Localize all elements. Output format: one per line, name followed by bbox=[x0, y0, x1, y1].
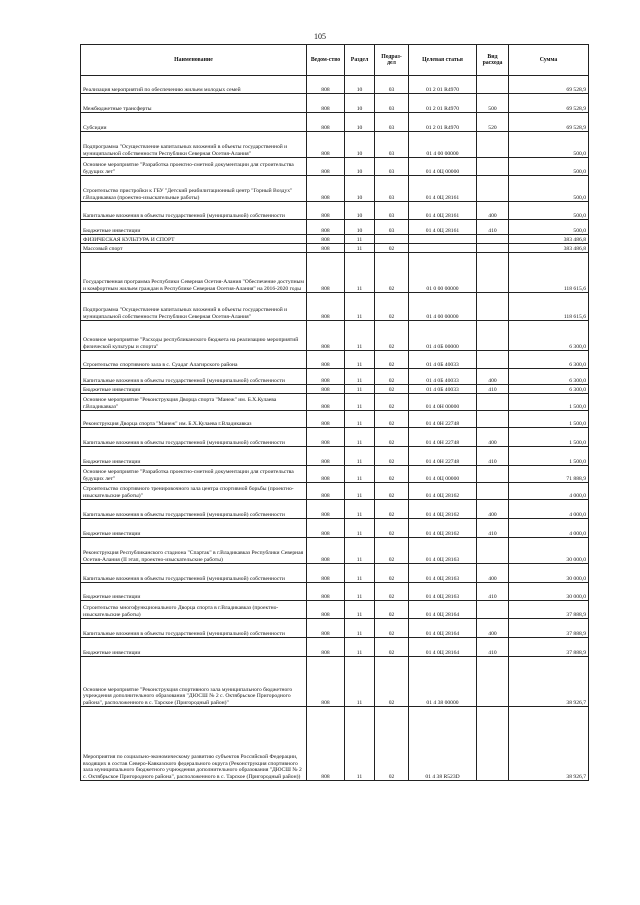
row-summa: 118 615,6 bbox=[509, 253, 589, 293]
row-name: Бюджетные инвестиции bbox=[81, 220, 307, 235]
row-name: Реконструкция Дворца спорта "Манеж" им. Б.Х.Кулаева г.Владикавказ bbox=[81, 411, 307, 428]
table-row bbox=[81, 483, 589, 500]
row-podrazdel: 02 bbox=[375, 385, 409, 394]
row-name: Строительство спортивного зала в с. Суадаг Алагирского района bbox=[81, 351, 307, 369]
row-summa: 500,0 bbox=[509, 176, 589, 202]
row-razdel: 11 bbox=[345, 447, 375, 466]
row-summa: 383 486,8 bbox=[509, 235, 589, 244]
row-podrazdel: 03 bbox=[375, 176, 409, 202]
row-summa: 30 000,0 bbox=[509, 564, 589, 583]
row-name: Основное мероприятие "Реконструкция Дворца спорта "Манеж" им. Б.Х.Кулаева г.Владикавказ" bbox=[81, 394, 307, 411]
row-summa: 30 000,0 bbox=[509, 583, 589, 601]
header-summa: Сумма bbox=[509, 45, 589, 76]
row-name: Основное мероприятие "Реконструкция спортивного зала муниципального бюджетного учреждения дополнительного образования "ДЮСШ № 2 с. Октябрьское Пригородного района", расположенного в с. Тарское (Пригородный район)" bbox=[81, 657, 307, 707]
table-row bbox=[81, 385, 589, 394]
row-summa: 4 000,0 bbox=[509, 483, 589, 500]
row-podrazdel: 02 bbox=[375, 466, 409, 483]
row-name: Субсидии bbox=[81, 113, 307, 132]
table-row bbox=[81, 94, 589, 113]
row-ved: 808 bbox=[307, 293, 345, 321]
page-number: 105 bbox=[314, 32, 326, 41]
row-podrazdel: 02 bbox=[375, 619, 409, 638]
row-vid: 400 bbox=[477, 202, 509, 220]
table-row bbox=[81, 76, 589, 94]
row-name: Государственная программа Республики Северная Осетия-Алания "Обеспечение доступным и комфортным жильем граждан в Республике Северная Осетия-Алания" на 2016-2020 годы bbox=[81, 253, 307, 293]
row-razdel: 11 bbox=[345, 657, 375, 707]
row-vid bbox=[477, 76, 509, 94]
row-ved: 808 bbox=[307, 202, 345, 220]
row-razdel: 11 bbox=[345, 385, 375, 394]
row-cel: 01 4 0Н 22748 bbox=[409, 428, 477, 447]
row-cel: 01 4 0Ц 28163 bbox=[409, 564, 477, 583]
table-row bbox=[81, 369, 589, 385]
row-podrazdel: 02 bbox=[375, 564, 409, 583]
table-row bbox=[81, 564, 589, 583]
row-vid bbox=[477, 466, 509, 483]
row-name: Бюджетные инвестиции bbox=[81, 447, 307, 466]
row-ved: 808 bbox=[307, 176, 345, 202]
row-podrazdel: 03 bbox=[375, 113, 409, 132]
row-vid: 400 bbox=[477, 500, 509, 519]
row-name: Бюджетные инвестиции bbox=[81, 519, 307, 538]
row-summa: 500,0 bbox=[509, 220, 589, 235]
row-razdel: 11 bbox=[345, 369, 375, 385]
row-vid: 500 bbox=[477, 94, 509, 113]
table-row bbox=[81, 428, 589, 447]
row-summa: 500,0 bbox=[509, 158, 589, 176]
row-vid bbox=[477, 411, 509, 428]
table-row bbox=[81, 447, 589, 466]
row-vid bbox=[477, 235, 509, 244]
row-ved: 808 bbox=[307, 619, 345, 638]
row-razdel: 10 bbox=[345, 158, 375, 176]
row-vid bbox=[477, 158, 509, 176]
row-ved: 808 bbox=[307, 385, 345, 394]
row-cel: 01 2 01 R4970 bbox=[409, 76, 477, 94]
row-vid bbox=[477, 244, 509, 253]
table-row bbox=[81, 220, 589, 235]
table-row bbox=[81, 538, 589, 564]
row-razdel: 11 bbox=[345, 411, 375, 428]
row-summa: 1 500,0 bbox=[509, 428, 589, 447]
row-summa: 6 300,0 bbox=[509, 351, 589, 369]
table-row bbox=[81, 466, 589, 483]
row-name: Капитальные вложения в объекты государственной (муниципальной) собственности bbox=[81, 202, 307, 220]
row-name: Капитальные вложения в объекты государственной (муниципальной) собственности bbox=[81, 369, 307, 385]
row-cel: 01 4 0Ц 00000 bbox=[409, 158, 477, 176]
row-name: Бюджетные инвестиции bbox=[81, 638, 307, 657]
row-cel: 01 4 0Ц 28163 bbox=[409, 538, 477, 564]
table-row bbox=[81, 293, 589, 321]
row-razdel: 11 bbox=[345, 638, 375, 657]
row-cel: 01 4 0Б 40033 bbox=[409, 351, 477, 369]
row-ved: 808 bbox=[307, 132, 345, 158]
row-vid bbox=[477, 132, 509, 158]
row-summa: 6 300,0 bbox=[509, 321, 589, 351]
row-razdel: 11 bbox=[345, 244, 375, 253]
row-cel: 01 4 0Ц 28163 bbox=[409, 583, 477, 601]
row-razdel: 10 bbox=[345, 202, 375, 220]
table-row bbox=[81, 638, 589, 657]
row-razdel: 11 bbox=[345, 253, 375, 293]
row-vid bbox=[477, 538, 509, 564]
row-vid: 400 bbox=[477, 564, 509, 583]
header-vid: Вид расхода bbox=[477, 45, 509, 76]
table-header-row bbox=[81, 45, 589, 76]
row-cel: 01 4 00 00000 bbox=[409, 293, 477, 321]
header-razdel: Раздел bbox=[345, 45, 375, 76]
row-podrazdel: 03 bbox=[375, 94, 409, 113]
row-razdel: 11 bbox=[345, 394, 375, 411]
row-podrazdel: 02 bbox=[375, 394, 409, 411]
row-vid bbox=[477, 601, 509, 619]
table-row bbox=[81, 500, 589, 519]
row-ved: 808 bbox=[307, 76, 345, 94]
row-podrazdel: 03 bbox=[375, 220, 409, 235]
table-row bbox=[81, 176, 589, 202]
row-vid bbox=[477, 321, 509, 351]
row-name: Основное мероприятие "Расходы республиканского бюджета на реализацию мероприятий физической культуры и спорта" bbox=[81, 321, 307, 351]
header-ved: Ведом-ство bbox=[307, 45, 345, 76]
row-name: Реализация мероприятий по обеспечению жильем молодых семей bbox=[81, 76, 307, 94]
row-razdel: 11 bbox=[345, 466, 375, 483]
row-summa: 1 500,0 bbox=[509, 394, 589, 411]
row-ved: 808 bbox=[307, 321, 345, 351]
row-ved: 808 bbox=[307, 220, 345, 235]
row-summa: 71 888,9 bbox=[509, 466, 589, 483]
row-summa: 118 615,6 bbox=[509, 293, 589, 321]
row-cel: 01 4 0Ц 28164 bbox=[409, 619, 477, 638]
row-name: Строительство пристройки к ГБУ "Детский реабилитационный центр "Горный Воздух" г.Владикавказ (проектно-изыскательные работы) bbox=[81, 176, 307, 202]
row-razdel: 11 bbox=[345, 293, 375, 321]
row-name: ФИЗИЧЕСКАЯ КУЛЬТУРА И СПОРТ bbox=[81, 235, 307, 244]
row-podrazdel: 02 bbox=[375, 483, 409, 500]
table-row bbox=[81, 519, 589, 538]
row-razdel: 11 bbox=[345, 321, 375, 351]
row-podrazdel: 02 bbox=[375, 657, 409, 707]
row-summa: 37 888,9 bbox=[509, 619, 589, 638]
row-cel: 01 4 0Ц 28161 bbox=[409, 176, 477, 202]
row-razdel: 10 bbox=[345, 220, 375, 235]
row-vid: 520 bbox=[477, 113, 509, 132]
row-ved: 808 bbox=[307, 244, 345, 253]
table-row bbox=[81, 351, 589, 369]
row-podrazdel: 02 bbox=[375, 428, 409, 447]
table-row bbox=[81, 657, 589, 707]
row-ved: 808 bbox=[307, 235, 345, 244]
budget-table bbox=[80, 44, 589, 781]
row-vid: 410 bbox=[477, 220, 509, 235]
row-ved: 808 bbox=[307, 351, 345, 369]
row-razdel: 11 bbox=[345, 601, 375, 619]
row-ved: 808 bbox=[307, 94, 345, 113]
row-razdel: 11 bbox=[345, 619, 375, 638]
row-summa: 69 528,9 bbox=[509, 76, 589, 94]
table-row bbox=[81, 158, 589, 176]
row-name: Основное мероприятие "Разработка проектно-сметной документации для строительства будущих лет" bbox=[81, 466, 307, 483]
row-vid: 410 bbox=[477, 447, 509, 466]
row-podrazdel: 03 bbox=[375, 132, 409, 158]
row-cel: 01 4 0Ц 28164 bbox=[409, 601, 477, 619]
row-summa: 4 000,0 bbox=[509, 519, 589, 538]
row-razdel: 11 bbox=[345, 235, 375, 244]
row-summa: 1 500,0 bbox=[509, 447, 589, 466]
row-summa: 37 888,9 bbox=[509, 601, 589, 619]
header-cel: Целевая статья bbox=[409, 45, 477, 76]
row-cel: 01 4 0Н 00000 bbox=[409, 394, 477, 411]
row-summa: 1 500,0 bbox=[509, 411, 589, 428]
row-ved: 808 bbox=[307, 411, 345, 428]
row-ved: 808 bbox=[307, 369, 345, 385]
row-podrazdel: 03 bbox=[375, 202, 409, 220]
row-vid: 410 bbox=[477, 583, 509, 601]
row-razdel: 10 bbox=[345, 176, 375, 202]
row-name: Подпрограмма "Осуществление капитальных вложений в объекты государственной и муниципальной собственности Республики Северная Осетия-Алания" bbox=[81, 132, 307, 158]
row-podrazdel: 03 bbox=[375, 158, 409, 176]
table-row bbox=[81, 253, 589, 293]
row-vid bbox=[477, 657, 509, 707]
row-razdel: 11 bbox=[345, 564, 375, 583]
table-row bbox=[81, 202, 589, 220]
row-cel: 01 4 0Ц 28162 bbox=[409, 483, 477, 500]
row-razdel: 10 bbox=[345, 76, 375, 94]
row-summa: 6 300,0 bbox=[509, 369, 589, 385]
row-name: Мероприятия по социально-экономическому развитию субъектов Российской Федерации, входящих в состав Северо-Кавказского федерального округа (Реконструкция спортивного зала муниципального бюджетного учреждения дополнительного образования "ДЮСШ № 2 с. Октябрьское Пригородного района", расположенного в с. Тарское (Пригородный район)) bbox=[81, 707, 307, 781]
row-ved: 808 bbox=[307, 394, 345, 411]
row-razdel: 11 bbox=[345, 428, 375, 447]
row-ved: 808 bbox=[307, 707, 345, 781]
row-ved: 808 bbox=[307, 638, 345, 657]
row-vid bbox=[477, 483, 509, 500]
row-podrazdel: 02 bbox=[375, 447, 409, 466]
row-cel bbox=[409, 244, 477, 253]
row-name: Строительство многофункционального Дворца спорта в г.Владикавказ (проектно-изыскательские работы) bbox=[81, 601, 307, 619]
row-cel: 01 4 00 00000 bbox=[409, 132, 477, 158]
header-podrazdel: Подраз-дел bbox=[375, 45, 409, 76]
row-ved: 808 bbox=[307, 113, 345, 132]
row-name: Капитальные вложения в объекты государственной (муниципальной) собственности bbox=[81, 619, 307, 638]
row-vid: 410 bbox=[477, 638, 509, 657]
row-cel: 01 4 0Ц 28164 bbox=[409, 638, 477, 657]
row-ved: 808 bbox=[307, 519, 345, 538]
table-row bbox=[81, 583, 589, 601]
table-row bbox=[81, 411, 589, 428]
row-cel bbox=[409, 235, 477, 244]
row-name: Бюджетные инвестиции bbox=[81, 385, 307, 394]
row-summa: 383 486,8 bbox=[509, 244, 589, 253]
row-summa: 30 000,0 bbox=[509, 538, 589, 564]
row-podrazdel: 03 bbox=[375, 76, 409, 94]
row-summa: 38 926,7 bbox=[509, 707, 589, 781]
row-summa: 69 528,9 bbox=[509, 113, 589, 132]
row-ved: 808 bbox=[307, 601, 345, 619]
table-row bbox=[81, 707, 589, 781]
row-cel: 01 4 38 00000 bbox=[409, 657, 477, 707]
row-cel: 01 4 0Б 40033 bbox=[409, 369, 477, 385]
row-cel: 01 4 0Б 40033 bbox=[409, 385, 477, 394]
table-row bbox=[81, 244, 589, 253]
row-ved: 808 bbox=[307, 538, 345, 564]
row-vid bbox=[477, 253, 509, 293]
row-cel: 01 4 0Ц 28162 bbox=[409, 519, 477, 538]
table-row bbox=[81, 601, 589, 619]
table-row bbox=[81, 113, 589, 132]
row-razdel: 10 bbox=[345, 94, 375, 113]
row-podrazdel: 02 bbox=[375, 500, 409, 519]
row-name: Основное мероприятие "Разработка проектно-сметной документации для строительства будущих лет" bbox=[81, 158, 307, 176]
table-row bbox=[81, 321, 589, 351]
row-ved: 808 bbox=[307, 583, 345, 601]
row-vid: 400 bbox=[477, 619, 509, 638]
table-row bbox=[81, 132, 589, 158]
row-podrazdel: 02 bbox=[375, 369, 409, 385]
row-cel: 01 2 01 R4970 bbox=[409, 113, 477, 132]
row-razdel: 11 bbox=[345, 583, 375, 601]
row-cel: 01 4 0Ц 28162 bbox=[409, 500, 477, 519]
row-cel: 01 4 0Н 22748 bbox=[409, 447, 477, 466]
row-razdel: 11 bbox=[345, 351, 375, 369]
row-podrazdel: 02 bbox=[375, 601, 409, 619]
row-vid bbox=[477, 351, 509, 369]
row-podrazdel: 02 bbox=[375, 519, 409, 538]
row-ved: 808 bbox=[307, 657, 345, 707]
row-cel: 01 4 0Б 00000 bbox=[409, 321, 477, 351]
row-cel: 01 4 0Ц 28161 bbox=[409, 220, 477, 235]
row-podrazdel: 02 bbox=[375, 411, 409, 428]
row-ved: 808 bbox=[307, 483, 345, 500]
row-razdel: 11 bbox=[345, 707, 375, 781]
row-razdel: 10 bbox=[345, 132, 375, 158]
row-podrazdel: 02 bbox=[375, 538, 409, 564]
table-row bbox=[81, 394, 589, 411]
row-summa: 4 000,0 bbox=[509, 500, 589, 519]
row-vid: 410 bbox=[477, 385, 509, 394]
row-name: Межбюджетные трансферты bbox=[81, 94, 307, 113]
row-name: Строительство спортивного тренировочного зала центра спортивной борьбы (проектно-изыскательские работы)" bbox=[81, 483, 307, 500]
row-summa: 37 888,9 bbox=[509, 638, 589, 657]
row-cel: 01 4 0Н 22748 bbox=[409, 411, 477, 428]
row-name: Бюджетные инвестиции bbox=[81, 583, 307, 601]
row-razdel: 11 bbox=[345, 483, 375, 500]
row-vid: 400 bbox=[477, 369, 509, 385]
row-name: Капитальные вложения в объекты государственной (муниципальной) собственности bbox=[81, 428, 307, 447]
row-podrazdel bbox=[375, 235, 409, 244]
row-razdel: 11 bbox=[345, 500, 375, 519]
row-razdel: 10 bbox=[345, 113, 375, 132]
row-cel: 01 4 0Ц 00000 bbox=[409, 466, 477, 483]
row-name: Массовый спорт bbox=[81, 244, 307, 253]
row-summa: 500,0 bbox=[509, 202, 589, 220]
table-row bbox=[81, 235, 589, 244]
row-vid bbox=[477, 707, 509, 781]
row-summa: 38 926,7 bbox=[509, 657, 589, 707]
row-name: Капитальные вложения в объекты государственной (муниципальной) собственности bbox=[81, 500, 307, 519]
row-ved: 808 bbox=[307, 428, 345, 447]
row-vid: 410 bbox=[477, 519, 509, 538]
row-summa: 6 300,0 bbox=[509, 385, 589, 394]
row-ved: 808 bbox=[307, 466, 345, 483]
row-vid: 400 bbox=[477, 428, 509, 447]
row-podrazdel: 02 bbox=[375, 321, 409, 351]
row-ved: 808 bbox=[307, 564, 345, 583]
row-cel: 01 4 0Ц 28161 bbox=[409, 202, 477, 220]
row-ved: 808 bbox=[307, 447, 345, 466]
row-summa: 69 528,9 bbox=[509, 94, 589, 113]
row-ved: 808 bbox=[307, 253, 345, 293]
row-vid bbox=[477, 394, 509, 411]
row-name: Реконструкция Республиканского стадиона "Спартак" в г.Владикавказ Республики Северная Осетия-Алания (II этап, проектно-изыскательские работы) bbox=[81, 538, 307, 564]
header-name: Наименование bbox=[81, 45, 307, 76]
row-name: Подпрограмма "Осуществление капитальных вложений в объекты государственной и муниципальной собственности Республики Северная Осетия-Алания" bbox=[81, 293, 307, 321]
row-vid bbox=[477, 176, 509, 202]
row-podrazdel: 02 bbox=[375, 583, 409, 601]
row-ved: 808 bbox=[307, 158, 345, 176]
row-vid bbox=[477, 293, 509, 321]
row-podrazdel: 02 bbox=[375, 253, 409, 293]
row-razdel: 11 bbox=[345, 519, 375, 538]
row-podrazdel: 02 bbox=[375, 638, 409, 657]
row-razdel: 11 bbox=[345, 538, 375, 564]
row-summa: 500,0 bbox=[509, 132, 589, 158]
row-podrazdel: 02 bbox=[375, 707, 409, 781]
row-podrazdel: 02 bbox=[375, 351, 409, 369]
row-podrazdel: 02 bbox=[375, 293, 409, 321]
row-cel: 01 4 38 R523D bbox=[409, 707, 477, 781]
row-name: Капитальные вложения в объекты государственной (муниципальной) собственности bbox=[81, 564, 307, 583]
row-podrazdel: 02 bbox=[375, 244, 409, 253]
row-cel: 01 0 00 00000 bbox=[409, 253, 477, 293]
table-row bbox=[81, 619, 589, 638]
row-cel: 01 2 01 R4970 bbox=[409, 94, 477, 113]
row-ved: 808 bbox=[307, 500, 345, 519]
